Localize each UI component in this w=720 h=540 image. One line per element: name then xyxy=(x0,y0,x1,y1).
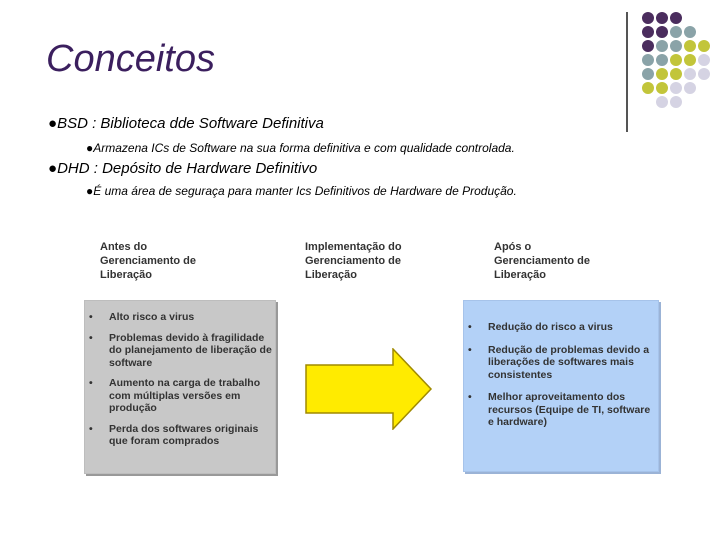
decor-dot xyxy=(670,40,682,52)
decor-dot xyxy=(642,40,654,52)
decor-dot xyxy=(684,68,696,80)
decor-dot xyxy=(642,26,654,38)
after-box xyxy=(463,300,659,472)
after-list xyxy=(464,321,658,429)
decor-dot xyxy=(656,54,668,66)
decor-dot xyxy=(642,54,654,66)
heading-implementation: Implementação do Gerenciamento de Liberação xyxy=(305,241,402,281)
list-item: • Redução de problemas devido a liberações de softwares mais consistentes xyxy=(464,344,658,382)
decor-dot xyxy=(642,82,654,94)
decor-dot xyxy=(670,26,682,38)
bullet-text: É uma área de seguraça para manter Ics Definitivos de Hardware de Produção. xyxy=(93,184,517,198)
before-list xyxy=(85,311,275,448)
decorative-dot-grid xyxy=(640,12,720,122)
list-item: • Redução do risco a virus xyxy=(464,321,658,334)
bullet-text: BSD : Biblioteca dde Software Definitiva xyxy=(57,115,324,132)
decor-dot xyxy=(684,40,696,52)
decor-dot xyxy=(656,12,668,24)
decor-dot xyxy=(698,68,710,80)
bullet-text: Armazena ICs de Software na sua forma definitiva e com qualidade controlada. xyxy=(93,141,515,155)
decor-dot xyxy=(642,68,654,80)
bullet-dhd xyxy=(48,160,317,177)
bullet-marker: ● xyxy=(48,160,58,177)
decor-dot xyxy=(670,54,682,66)
decor-dot xyxy=(656,40,668,52)
decor-dot xyxy=(670,82,682,94)
decor-dot xyxy=(656,82,668,94)
process-arrow-icon xyxy=(305,348,433,430)
bullet-marker: ● xyxy=(48,115,58,132)
title-divider-line xyxy=(626,12,628,132)
sub-bullet-bsd xyxy=(86,141,515,155)
slide-title: Conceitos xyxy=(46,38,215,80)
list-item: • Problemas devido à fragilidade do planejamento de liberação de software xyxy=(85,332,275,370)
decor-dot xyxy=(670,12,682,24)
heading-before: Antes do Gerenciamento de Liberação xyxy=(100,241,196,281)
decor-dot xyxy=(684,54,696,66)
before-box xyxy=(84,300,276,474)
bullet-marker: ● xyxy=(86,184,94,198)
decor-dot xyxy=(698,40,710,52)
bullet-bsd xyxy=(48,115,324,132)
decor-dot xyxy=(684,82,696,94)
decor-dot xyxy=(684,26,696,38)
decor-dot xyxy=(656,96,668,108)
sub-bullet-dhd xyxy=(86,184,517,198)
bullet-marker: ● xyxy=(86,141,94,155)
decor-dot xyxy=(656,68,668,80)
decor-dot xyxy=(642,12,654,24)
list-item: • Perda dos softwares originais que foram comprados xyxy=(85,423,275,448)
list-item: • Aumento na carga de trabalho com múltiplas versões em produção xyxy=(85,377,275,415)
decor-dot xyxy=(698,54,710,66)
list-item: • Melhor aproveitamento dos recursos (Equipe de TI, software e hardware) xyxy=(464,391,658,429)
list-item: • Alto risco a virus xyxy=(85,311,275,324)
decor-dot xyxy=(670,68,682,80)
bullet-text: DHD : Depósito de Hardware Definitivo xyxy=(57,160,318,177)
heading-after: Após o Gerenciamento de Liberação xyxy=(494,241,590,281)
decor-dot xyxy=(670,96,682,108)
decor-dot xyxy=(656,26,668,38)
